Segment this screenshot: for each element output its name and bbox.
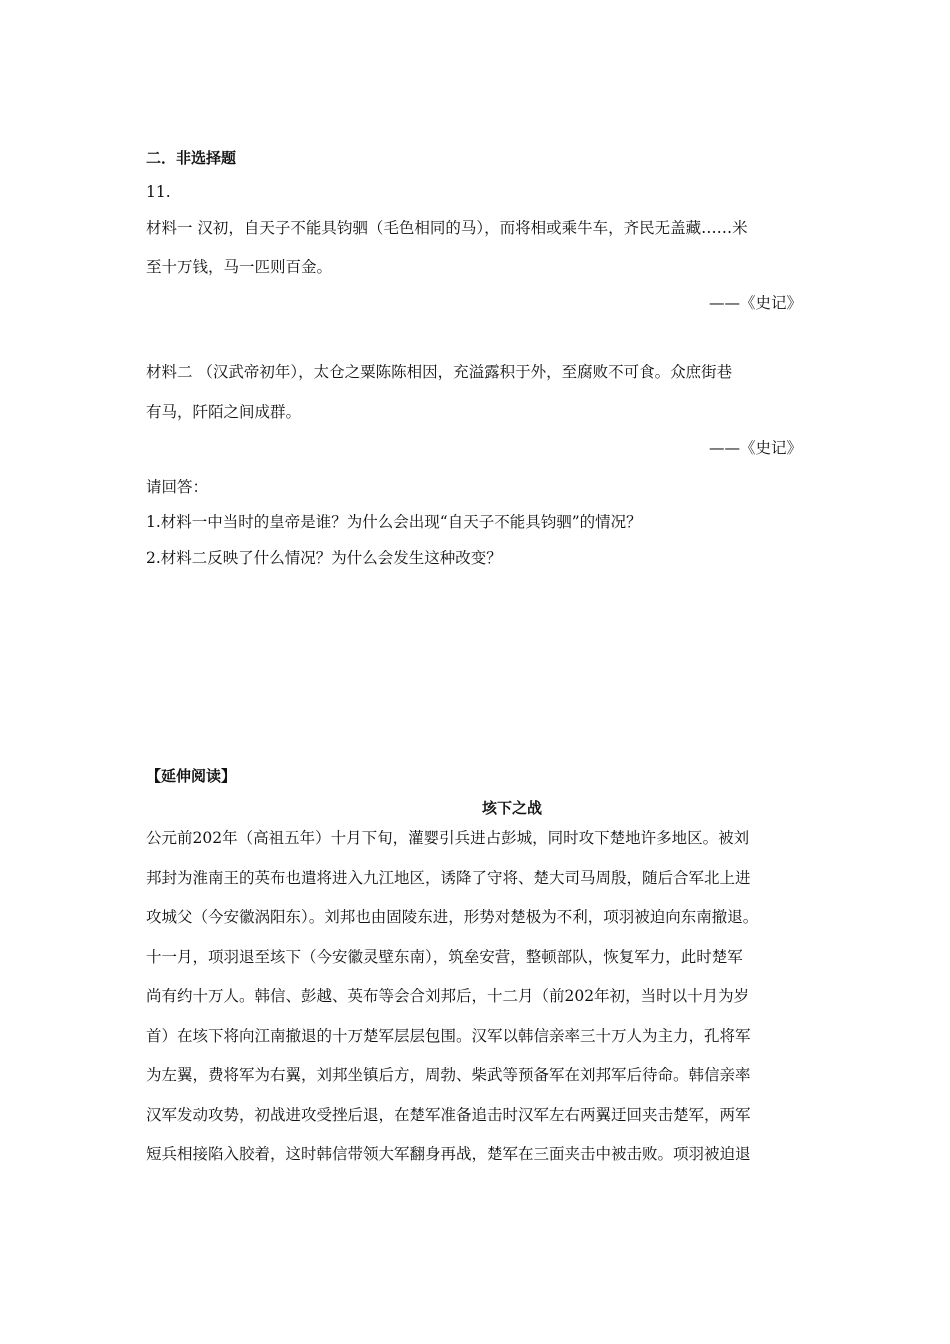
answer-prompt: 请回答： xyxy=(146,478,209,496)
section-title: 二．非选择题 xyxy=(146,149,237,167)
paragraph-line: 汉军发动攻势，初战进攻受挫后退，在楚军准备追击时汉军左右两翼迂回夹击楚军，两军 xyxy=(146,1105,751,1124)
material2-line1: 材料二 （汉武帝初年），太仓之粟陈陈相因，充溢露积于外，至腐败不可食。众庶街巷 xyxy=(146,363,733,381)
paragraph-line: 短兵相接陷入胶着，这时韩信带领大军翻身再战，楚军在三面夹击中被击败。项羽被迫退 xyxy=(146,1145,751,1163)
paragraph-line: 首）在垓下将向江南撤退的十万楚军层层包围。汉军以韩信亲率三十万人为主力，孔将军 xyxy=(146,1026,751,1045)
extended-reading-title: 垓下之战 xyxy=(481,799,542,817)
paragraph-line: 十一月，项羽退至垓下（今安徽灵壁东南），筑垒安营，整顿部队，恢复军力，此时楚军 xyxy=(146,947,743,966)
material1-line1: 材料一 汉初，自天子不能具钧驷（毛色相同的马），而将相或乘牛车，齐民无盖藏……米 xyxy=(146,219,748,237)
paragraph-line: 攻城父（今安徽涡阳东）。刘邦也由固陵东进，形势对楚极为不利，项羽被迫向东南撤退。 xyxy=(146,908,759,926)
extended-reading-paragraph xyxy=(146,819,810,1175)
extended-reading-heading: 【延伸阅读】 xyxy=(146,767,237,785)
paragraph-line: 公元前202年（高祖五年）十月下旬，灌婴引兵进占彭城，同时攻下楚地许多地区。被刘 xyxy=(146,829,750,847)
question-2: 2.材料二反映了什么情况？为什么会发生这种改变？ xyxy=(146,549,502,567)
question-1: 1.材料一中当时的皇帝是谁？为什么会出现“自天子不能具钧驷”的情况？ xyxy=(146,513,642,531)
question-number: 11. xyxy=(146,183,171,201)
paragraph-line: 邦封为淮南王的英布也遣将进入九江地区，诱降了守将、楚大司马周殷，随后合军北上进 xyxy=(146,868,751,887)
material2-source: ——《史记》 xyxy=(708,439,802,457)
material2-line2: 有马，阡陌之间成群。 xyxy=(146,403,302,421)
material1-source: ——《史记》 xyxy=(708,294,802,312)
paragraph-line: 为左翼，费将军为右翼，刘邦坐镇后方，周勃、柴武等预备军在刘邦军后待命。韩信亲率 xyxy=(146,1066,751,1084)
material1-line2: 至十万钱，马一匹则百金。 xyxy=(146,258,333,276)
paragraph-line: 尚有约十万人。韩信、彭越、英布等会合刘邦后，十二月（前202年初，当时以十月为岁 xyxy=(146,987,750,1005)
